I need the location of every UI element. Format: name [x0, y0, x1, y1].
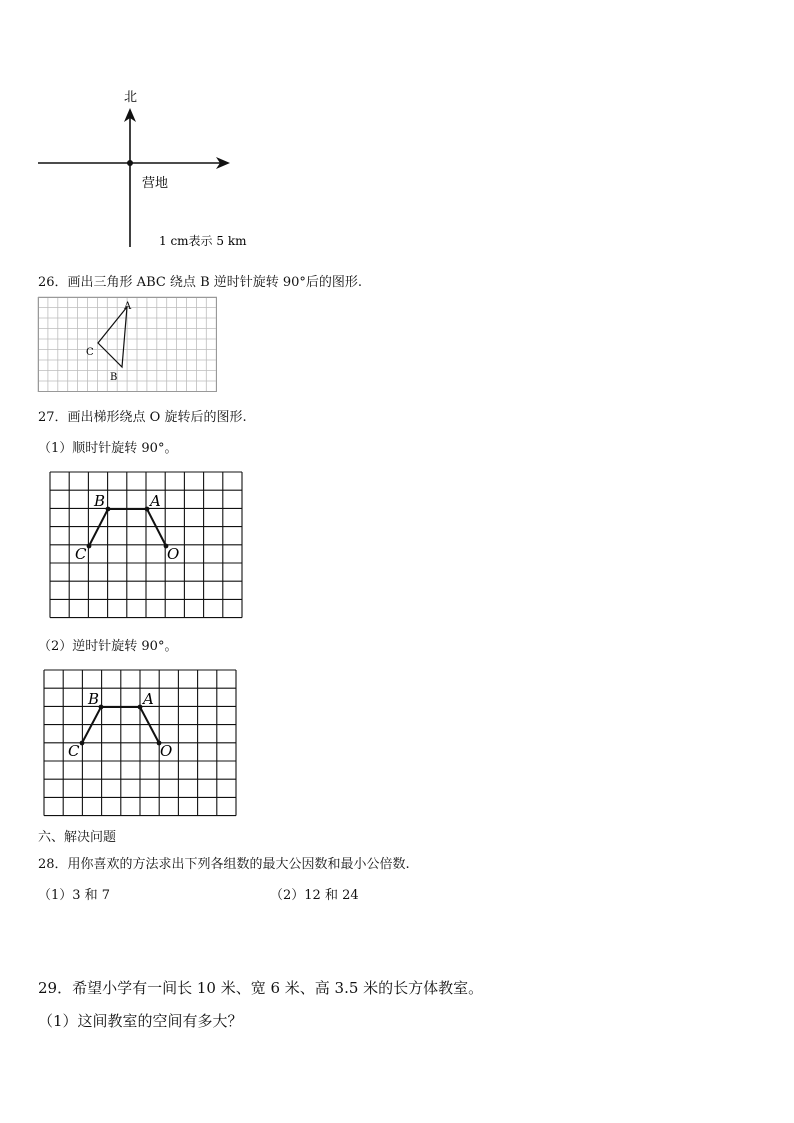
scale-label: 1 cm表示 5 km — [159, 234, 247, 248]
q29-text: 29．希望小学有一间长 10 米、宽 6 米、高 3.5 米的长方体教室。 — [38, 979, 484, 997]
q28-part2: （2）12 和 24 — [270, 888, 359, 903]
trapezoid-1 — [89, 509, 166, 546]
q26-label-b: B — [110, 372, 118, 383]
q26-text: 26．画出三角形 ABC 绕点 B 逆时针旋转 90°后的图形. — [38, 275, 363, 290]
q27b-label-c: C — [68, 742, 80, 760]
north-label: 北 — [124, 90, 138, 105]
section-title: 六、解决问题 — [38, 830, 117, 845]
camp-label: 营地 — [142, 176, 169, 191]
q28-text: 28．用你喜欢的方法求出下列各组数的最大公因数和最小公倍数. — [38, 857, 410, 872]
q27-part1: （1）顺时针旋转 90°。 — [38, 441, 178, 456]
q26-label-c: C — [86, 347, 94, 358]
q27-grid-2 — [44, 670, 240, 820]
q27b-label-a: A — [143, 690, 154, 708]
compass-diagram — [0, 0, 794, 260]
q29-part1: （1）这间教室的空间有多大？ — [38, 1012, 243, 1030]
q27a-label-a: A — [150, 492, 161, 510]
q27b-label-b: B — [88, 690, 100, 708]
q27b-label-o: O — [160, 742, 173, 760]
q27-grid-1 — [50, 472, 246, 622]
q27a-label-o: O — [167, 545, 180, 563]
q28-part1: （1）3 和 7 — [38, 888, 111, 903]
q26-grid — [38, 297, 218, 393]
q26-label-a: A — [124, 301, 132, 312]
camp-point — [127, 160, 133, 166]
q27-text: 27．画出梯形绕点 O 旋转后的图形. — [38, 410, 247, 425]
q27-part2: （2）逆时针旋转 90°。 — [38, 639, 178, 654]
q27a-label-b: B — [94, 492, 106, 510]
triangle-abc — [98, 307, 127, 367]
q27a-label-c: C — [75, 545, 87, 563]
